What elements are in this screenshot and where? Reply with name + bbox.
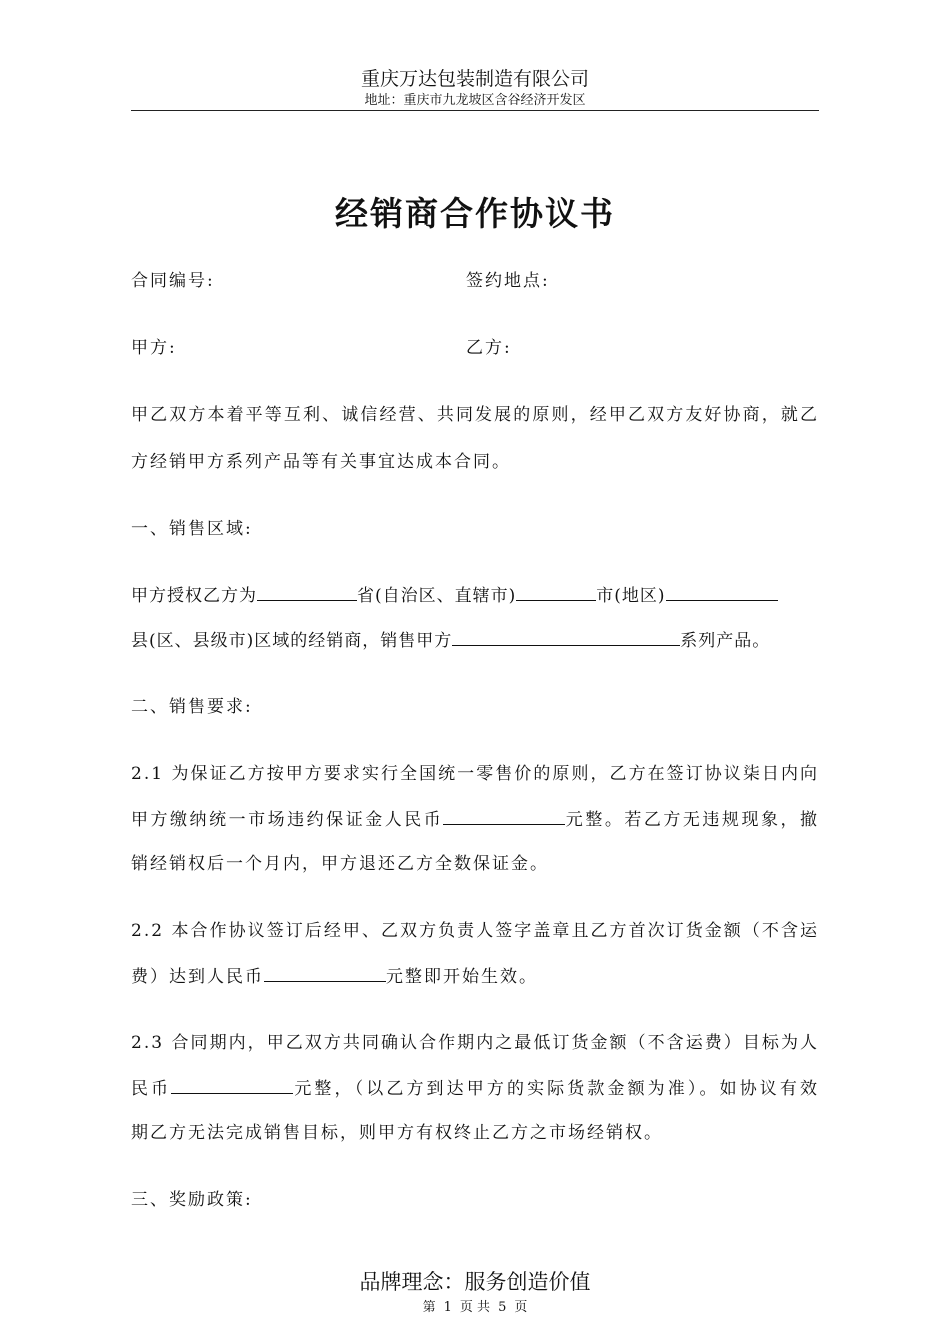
region-text-b: 省(自治区、直辖市) [357,586,517,606]
section-1-line-2 [131,627,819,654]
intro-line-1: 甲乙双方本着平等互利、诚信经营、共同发展的原则，经甲乙双方友好协商，就乙 [131,405,819,425]
company-address: 地址：重庆市九龙坡区含谷经济开发区 [364,93,586,108]
section-3-heading: 三、奖励政策: [131,1190,253,1210]
deposit-amount-blank[interactable] [443,806,565,825]
section-1-heading: 一、销售区域: [131,519,253,539]
sign-place-label: 签约地点: [466,271,550,291]
page-total: 5 [498,1300,507,1315]
intro-line-2: 方经销甲方系列产品等有关事宜达成本合同。 [131,452,511,472]
brand-slogan: 品牌理念：服务创造价值 [359,1270,591,1294]
region-text-a: 甲方授权乙方为 [131,586,257,606]
header-divider [131,110,819,111]
company-name: 重庆万达包装制造有限公司 [360,68,589,90]
clause-2-1-line-2 [131,806,819,833]
first-order-amount-blank[interactable] [264,963,386,982]
clause-2-3-line-3: 期乙方无法完成销售目标，则甲方有权终止乙方之市场经销权。 [131,1123,663,1143]
page-current: 1 [443,1300,452,1315]
clause-2-2-line-2 [131,963,819,990]
province-blank[interactable] [257,582,357,601]
deposit-text-a: 甲方缴纳统一市场违约保证金人民币 [131,810,444,830]
region-text-c: 市(地区) [596,586,666,606]
party-b-label: 乙方: [466,338,512,358]
clause-2-3-line-2 [131,1075,819,1102]
section-2-heading: 二、销售要求: [131,697,253,717]
contract-number-label: 合同编号: [131,271,215,291]
page-header [131,66,819,110]
deposit-text-b: 元整。若乙方无违规现象，撤 [565,810,820,830]
first-order-text-b: 元整即开始生效。 [386,967,538,987]
party-a-label: 甲方: [131,338,177,358]
document-title: 经销商合作协议书 [335,194,615,233]
city-blank[interactable] [516,582,596,601]
clause-2-3-line-1: 2.3 合同期内，甲乙双方共同确认合作期内之最低订货金额（不含运费）目标为人 [131,1033,819,1053]
min-order-text-b: 元整，（以乙方到达甲方的实际货款金额为准）。如协议有效 [293,1079,820,1099]
min-order-amount-blank[interactable] [171,1075,293,1094]
min-order-text-a: 民币 [131,1079,172,1099]
page-mid: 页 共 [459,1300,491,1315]
region-text-e: 系列产品。 [680,631,771,651]
page-number [131,1296,819,1315]
section-1-line-1 [131,582,819,609]
region-text-d: 县(区、县级市)区域的经销商，销售甲方 [131,631,453,651]
clause-2-2-line-1: 2.2 本合作协议签订后经甲、乙双方负责人签字盖章且乙方首次订货金额（不含运 [131,921,819,941]
clause-2-1-line-1: 2.1 为保证乙方按甲方要求实行全国统一零售价的原则，乙方在签订协议柒日内向 [131,764,819,784]
page-prefix: 第 [422,1300,436,1315]
product-series-blank[interactable] [452,627,680,646]
clause-2-1-line-3: 销经销权后一个月内，甲方退还乙方全数保证金。 [131,854,549,874]
page-suffix: 页 [514,1300,528,1315]
county-blank[interactable] [666,582,778,601]
first-order-text-a: 费）达到人民币 [131,967,264,987]
